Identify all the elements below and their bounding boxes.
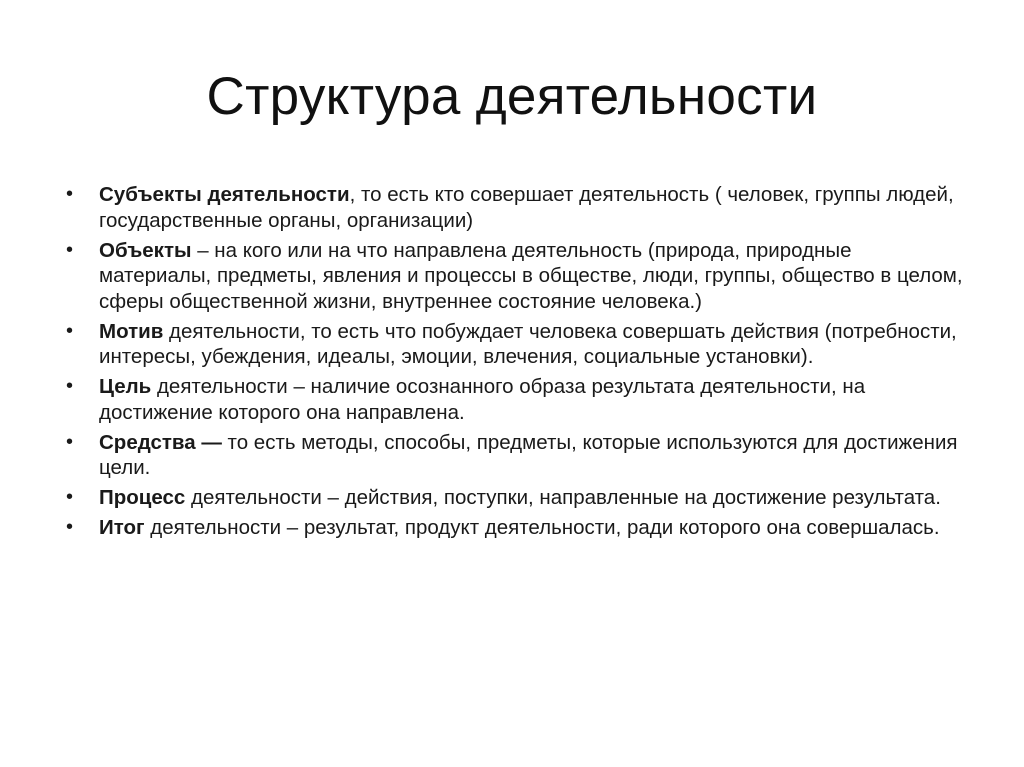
item-term: Цель (99, 375, 152, 398)
item-text: деятельности, то есть что побуждает человека совершать действия (потребности, интересы, убеждения, идеалы, эмоции, влечения, социальные установки). (99, 319, 957, 368)
list-item (66, 515, 966, 541)
list-item (66, 182, 966, 233)
bullet-icon: • (66, 238, 74, 261)
item-term: Объекты (99, 238, 192, 262)
item-text: деятельности – результат, продукт деятельности, ради которого она совершалась. (144, 516, 940, 539)
list-item (66, 374, 966, 425)
bullet-icon: • (66, 516, 74, 538)
item-term: Процесс (99, 486, 186, 509)
bullet-list (66, 182, 966, 545)
item-term: Итог (99, 516, 145, 539)
item-term: Мотив (99, 319, 164, 343)
item-text: деятельности – действия, поступки, направленные на достижение результата. (185, 486, 941, 509)
item-text: , то есть кто совершает деятельность ( человек, группы людей, государственные органы, организации) (99, 183, 954, 232)
item-term: Средства — (99, 430, 222, 454)
item-text: деятельности – наличие осознанного образа результата деятельности, на достижение которого она направлена. (99, 375, 866, 424)
list-item (66, 485, 966, 511)
list-item (66, 430, 966, 481)
item-term: Субъекты деятельности (99, 183, 350, 206)
bullet-icon: • (66, 319, 74, 342)
slide-title: Структура деятельности (206, 67, 818, 126)
list-item (66, 319, 966, 370)
item-text: то есть методы, способы, предметы, которые используются для достижения цели. (99, 430, 958, 479)
bullet-icon: • (66, 430, 74, 453)
bullet-icon: • (66, 486, 74, 508)
bullet-icon: • (66, 375, 74, 397)
bullet-icon: • (66, 183, 74, 205)
item-text: – на кого или на что направлена деятельность (природа, природные материалы, предметы, явления и процессы в обществе, люди, группы, общество в целом, сферы общественной жизни, внутреннее состояние человека.) (99, 238, 963, 313)
list-item (66, 238, 966, 315)
